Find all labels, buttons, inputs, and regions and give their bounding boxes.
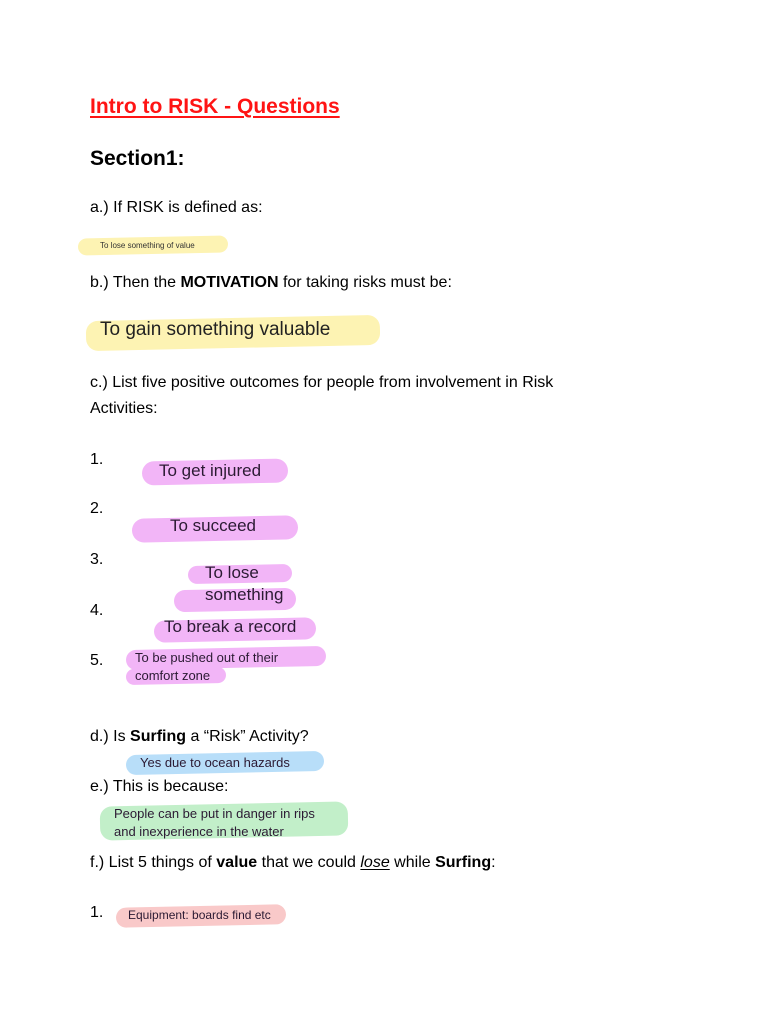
question-a: a.) If RISK is defined as: [90,199,263,216]
list-number-2: 2. [90,500,104,517]
list-f-number-1: 1. [90,904,104,921]
list-number-1: 1. [90,451,104,468]
answer-b: To gain something valuable [100,319,331,340]
answer-e-line2: and inexperience in the water [114,824,284,839]
page-title: Intro to RISK - Questions [90,95,340,118]
answer-c-5-line2: comfort zone [135,668,211,683]
answer-c-3-line1: To lose [205,563,259,582]
list-number-4: 4. [90,602,104,619]
answer-c-1: To get injured [159,461,262,480]
question-e: e.) This is because: [90,778,229,795]
section-heading: Section1: [90,147,185,170]
answer-c-5-line1: To be pushed out of their [135,650,279,665]
question-f: f.) List 5 things of value that we could lose while Surfing: [90,854,496,871]
question-b: b.) Then the MOTIVATION for taking risks must be: [90,274,452,291]
list-number-3: 3. [90,551,104,568]
answer-e-line1: People can be put in danger in rips [114,806,315,821]
question-d: d.) Is Surfing a “Risk” Activity? [90,728,309,745]
answer-a: To lose something of value [100,241,195,250]
answer-f-1: Equipment: boards find etc [128,908,271,922]
answer-c-4: To break a record [164,617,297,636]
list-number-5: 5. [90,652,104,669]
answer-c-3-line2: something [205,585,284,604]
answer-c-2: To succeed [170,516,256,535]
question-c-line1: c.) List five positive outcomes for people from involvement in Risk [90,374,554,391]
answer-d: Yes due to ocean hazards [140,755,290,770]
question-c-line2: Activities: [90,400,158,417]
